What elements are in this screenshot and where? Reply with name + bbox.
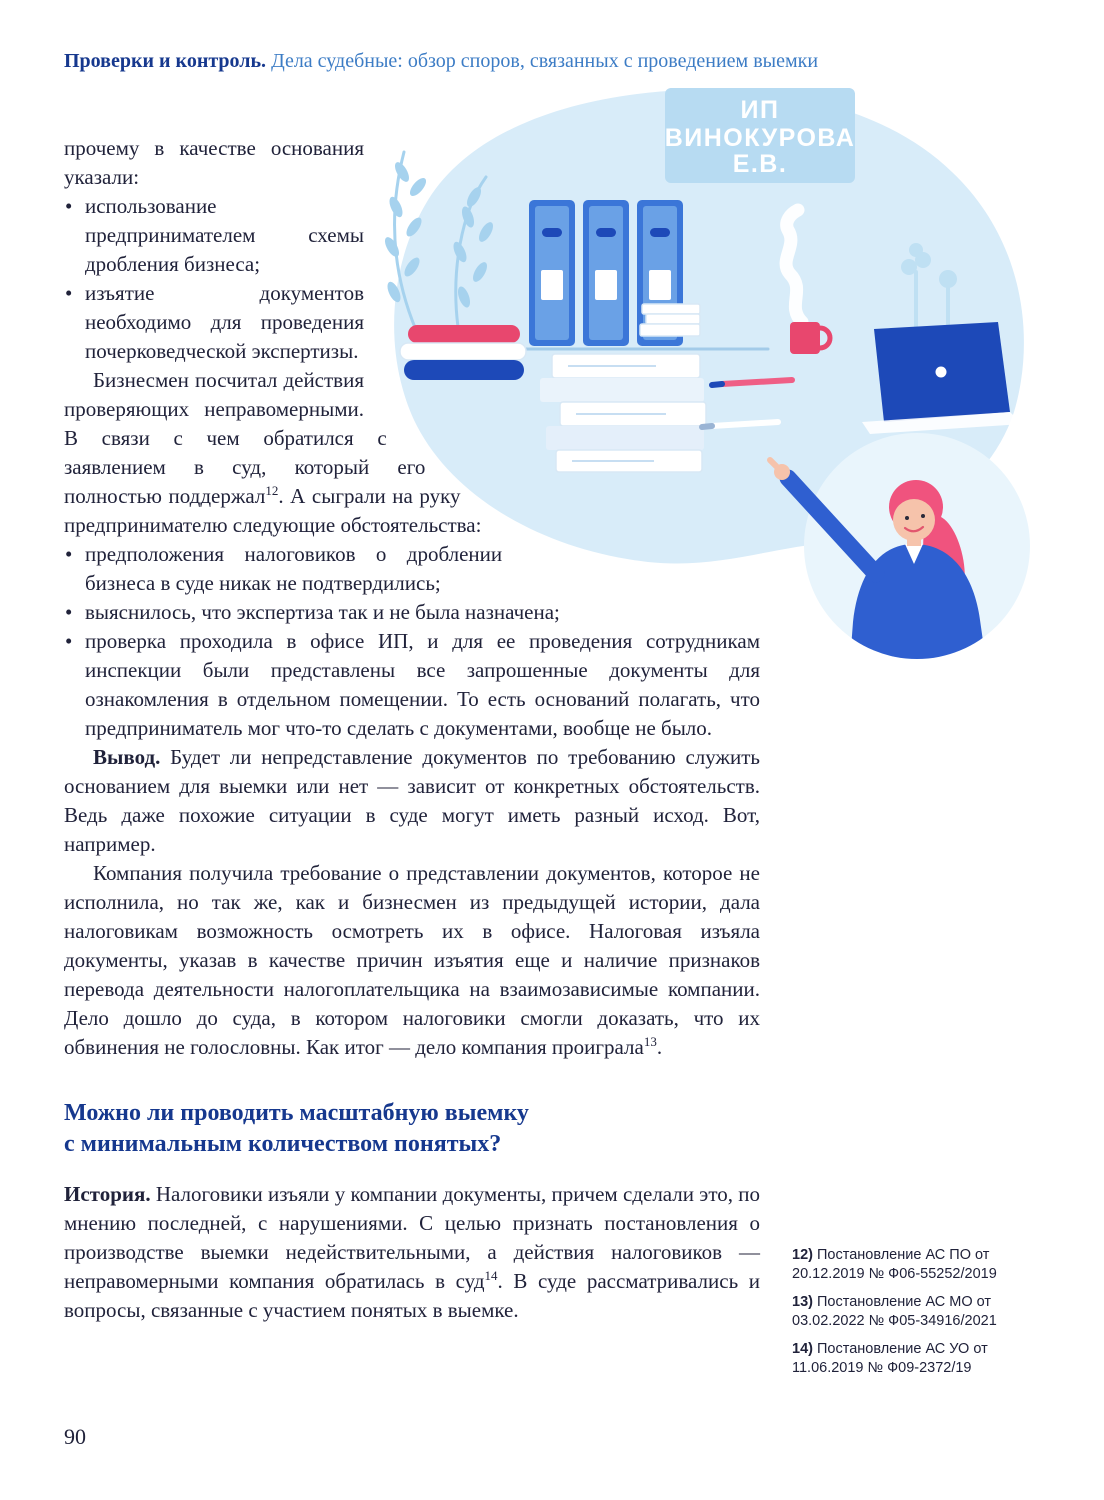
article-body xyxy=(64,134,760,1325)
paragraph-company xyxy=(64,859,760,1062)
list-item: • использование предпринимателем схемы дробления бизнеса; xyxy=(64,192,760,279)
paragraph-text: Налоговики изъяли у компании документы, причем сделали это, по мнению последней, с нарушениями. С целью признать постановления о производстве выемки недействительными, а действия налоговиков — неправомерными компания обратилась в суд xyxy=(64,1182,760,1293)
footnote-12 xyxy=(792,1246,1032,1284)
section-heading xyxy=(64,1098,760,1160)
footnote-text: Постановление АС УО от 11.06.2019 № Ф09-2372/19 xyxy=(792,1341,988,1376)
section-title: Проверки и контроль. xyxy=(64,50,267,72)
footnote-13 xyxy=(792,1293,1032,1331)
page-header xyxy=(64,50,818,73)
sign-text-line2: ВИНОКУРОВА xyxy=(664,124,856,152)
circumstances-bullet-list xyxy=(64,540,760,743)
conclusion-lead: Вывод. xyxy=(93,745,161,769)
paragraph-text: Бизнесмен посчитал действия проверяющих неправомерными. В связи с чем обратился с заявлением в суд, который его полностью поддержал xyxy=(64,368,426,508)
section-heading-line: с минимальным количеством понятых? xyxy=(64,1131,502,1157)
conclusion-paragraph xyxy=(64,743,760,859)
footnote-number: 13) xyxy=(792,1294,813,1310)
footnote-number: 12) xyxy=(792,1247,813,1263)
footnote-text: Постановление АС ПО от 20.12.2019 № Ф06-55252/2019 xyxy=(792,1247,997,1282)
history-paragraph xyxy=(64,1180,760,1325)
footnote-14 xyxy=(792,1340,1032,1378)
footnote-marker-14: 14 xyxy=(484,1268,498,1283)
footnote-text: Постановление АС МО от 03.02.2022 № Ф05-34916/2021 xyxy=(792,1294,997,1329)
list-item: • выяснилось, что экспертиза так и не была назначена; xyxy=(64,598,760,627)
page-number: 90 xyxy=(64,1424,86,1449)
laptop-icon xyxy=(862,322,1022,434)
footnote-marker-12: 12 xyxy=(265,483,279,498)
section-heading-line: Можно ли проводить масштабную выемку xyxy=(64,1100,529,1126)
list-item: • предположения налоговиков о дроблении бизнеса в суде никак не подтвердились; xyxy=(64,540,760,598)
paragraph-text: . А сыграли на руку предпринимателю следующие обстоятельства: xyxy=(64,484,482,537)
sign-text-line3: Е.В. xyxy=(732,150,788,178)
paragraph-text: Компания получила требование о представлении документов, которое не исполнила, но так же, как и бизнесмен из предыдущей истории, дала налоговикам возможность осмотреть их в офисе. Налоговая изъяла документы, указав в качестве причин изъятия еще и наличие признаков перевода деятельности налогоплательщика на взаимозависимые компании. Дело дошло до суда, в котором налоговики смогли доказать, что их обвинения не голословны. Как итог — дело компания проиграла xyxy=(64,861,760,1059)
grounds-bullet-list xyxy=(64,192,760,366)
list-item: • проверка проходила в офисе ИП, и для ее проведения сотрудникам инспекции были представлены все запрошенные документы для ознакомления в отдельном помещении. То есть оснований полагать, что предприниматель мог что-то сделать с документами, вообще не было. xyxy=(64,627,760,743)
sign-text-line1: ИП xyxy=(740,96,780,124)
footnote-marker-13: 13 xyxy=(643,1034,657,1049)
paragraph-text: . В суде рассматривались и вопросы, связанные с участием понятых в выемке. xyxy=(64,1269,760,1322)
list-item: • изъятие документов необходимо для проведения почерковедческой экспертизы. xyxy=(64,279,760,366)
article-subtitle: Дела судебные: обзор споров, связанных с проведением выемки xyxy=(271,50,819,72)
footnotes-block xyxy=(792,1246,1032,1387)
paragraph-text: Будет ли непредставление документов по требованию служить основанием для выемки или нет — зависит от конкретных обстоятельств. Ведь даже похожие ситуации в суде могут иметь разный исход. Вот, например. xyxy=(64,745,760,856)
footnote-number: 14) xyxy=(792,1341,813,1357)
intro-text: прочему в качестве основания указали: xyxy=(64,136,364,189)
history-lead: История. xyxy=(64,1182,151,1206)
paragraph-text: . xyxy=(656,1035,663,1059)
